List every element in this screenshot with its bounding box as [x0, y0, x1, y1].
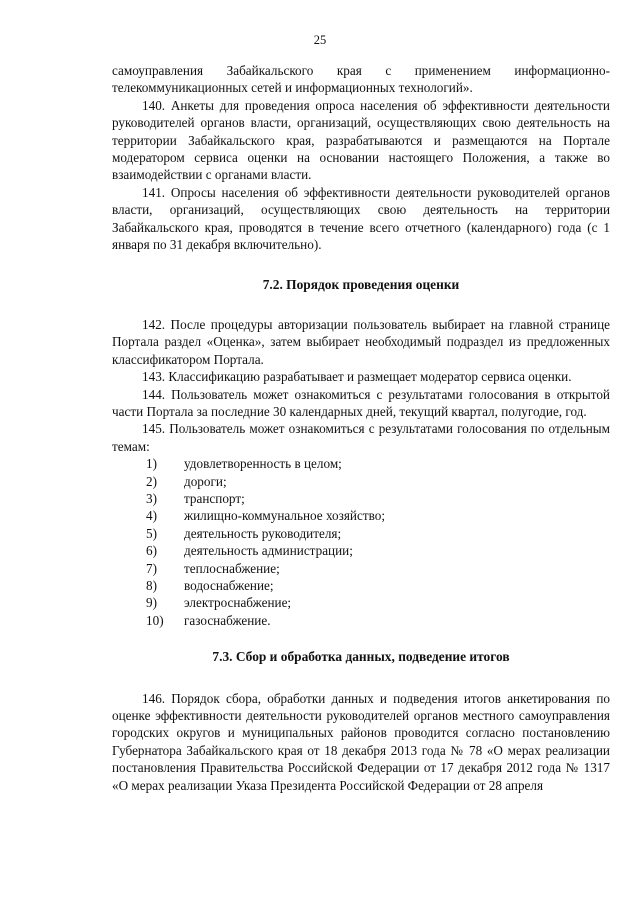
- list-item: [112, 507, 610, 524]
- list-item: [112, 542, 610, 559]
- paragraph-146: 146. Порядок сбора, обработки данных и подведения итогов анкетирования по оценке эффективности деятельности руководителей органов местного самоуправления городских округов и муниципальных районов проводится согласно постановлению Губернатора Забайкальского края от 18 декабря 2013 года № 78 «О мерах реализации постановления Правительства Российской Федерации от 17 декабря 2012 года № 1317 «О мерах реализации Указа Президента Российской Федерации от 28 апреля: [112, 690, 610, 793]
- list-item-text: деятельность администрации;: [184, 543, 353, 559]
- list-item: [112, 594, 610, 611]
- document-body: [112, 62, 610, 794]
- page-number: 25: [313, 33, 327, 47]
- list-item-number: 8): [146, 577, 157, 593]
- list-item-number: 4): [146, 508, 157, 524]
- list-item-number: 2): [146, 473, 157, 489]
- list-item: [112, 490, 610, 507]
- list-item-text: транспорт;: [184, 490, 245, 506]
- paragraph-145: 145. Пользователь может ознакомиться с результатами голосования по отдельным темам:: [112, 421, 610, 454]
- list-item-number: 6): [146, 543, 157, 559]
- section-heading-7-2: 7.2. Порядок проведения оценки: [262, 277, 460, 293]
- list-item-text: электроснабжение;: [184, 595, 292, 611]
- topics-list: [112, 455, 610, 629]
- list-item: [112, 455, 610, 472]
- paragraph-continuation: самоуправления Забайкальского края с применением информационно-телекоммуникационных сетей и информационных технологий».: [112, 63, 610, 96]
- paragraph-141: 141. Опросы населения об эффективности деятельности руководителей органов власти, организаций, осуществляющих свою деятельность на территории Забайкальского края, проводятся в течение всего отчетного (календарного) года (с 1 января по 31 декабря включительно).: [112, 184, 610, 253]
- list-item-number: 9): [146, 595, 157, 611]
- list-item: [112, 473, 610, 490]
- list-item: [112, 577, 610, 594]
- list-item-text: дороги;: [184, 473, 227, 489]
- paragraph-144: 144. Пользователь может ознакомиться с результатами голосования в открытой части Портала за последние 30 календарных дней, текущий квартал, полугодие, год.: [112, 386, 610, 419]
- list-item: [112, 560, 610, 577]
- list-item-text: водоснабжение;: [184, 577, 274, 593]
- list-item-number: 3): [146, 490, 157, 506]
- paragraph-140: 140. Анкеты для проведения опроса населения об эффективности деятельности руководителей органов власти, организаций, осуществляющих свою деятельность на территории Забайкальского края, разрабатываются и размещаются на Портале модератором сервиса оценки на основании настоящего Положения, а также во взаимодействии с органами власти.: [112, 97, 610, 183]
- list-item-number: 5): [146, 525, 157, 541]
- list-item-number: 10): [146, 612, 164, 628]
- list-item-number: 7): [146, 560, 157, 576]
- list-item-text: жилищно-коммунальное хозяйство;: [184, 508, 385, 524]
- list-item: [112, 612, 610, 629]
- paragraph-143: 143. Классификацию разрабатывает и размещает модератор сервиса оценки.: [142, 369, 572, 385]
- list-item-text: газоснабжение.: [184, 612, 271, 628]
- list-item-text: деятельность руководителя;: [184, 525, 342, 541]
- section-heading-7-3: 7.3. Сбор и обработка данных, подведение итогов: [212, 649, 510, 665]
- list-item-text: удовлетворенность в целом;: [184, 456, 342, 472]
- list-item-text: теплоснабжение;: [184, 560, 280, 576]
- list-item-number: 1): [146, 456, 157, 472]
- list-item: [112, 525, 610, 542]
- paragraph-142: 142. После процедуры авторизации пользователь выбирает на главной странице Портала раздел «Оценка», затем выбирает необходимый подраздел из предложенных классификатором Портала.: [112, 316, 610, 367]
